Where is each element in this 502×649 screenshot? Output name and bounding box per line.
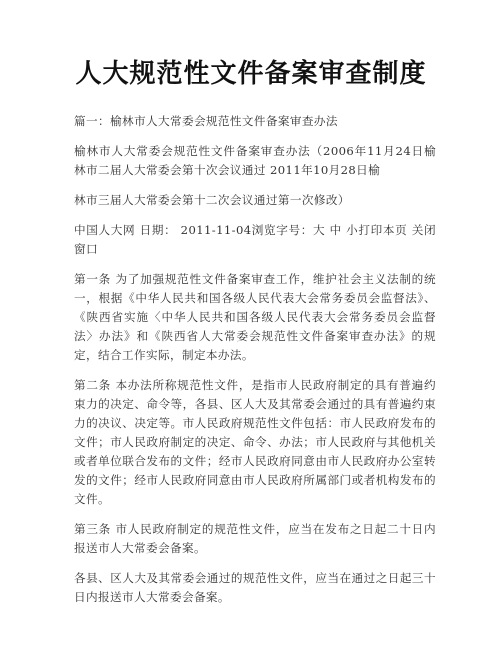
section-heading: 篇一：榆林市人大常委会规范性文件备案审查办法 — [74, 114, 338, 128]
paragraph-article-3: 第三条 市人民政府制定的规范性文件，应当在发布之日起二十日内报送市人大常委会备案。 — [74, 522, 436, 555]
paragraph-revision-info: 林市三届人大常委会第十二次会议通过第一次修改） — [74, 193, 350, 207]
paragraph-article-3-cont: 各县、区人大及其常委会通过的规范性文件，应当在通过之日起三十日内报送市人大常委会备案。 — [74, 571, 436, 604]
paragraph-source-line: 中国人大网 日期： 2011-11-04浏览字号：大 中 小打印本页 关闭窗口 — [74, 223, 436, 256]
paragraph-adoption-info: 榆林市人大常委会规范性文件备案审查办法（2006年11月24日榆林市二届人大常委会第十次会议通过 2011年10月28日榆 — [74, 144, 436, 177]
document-body — [74, 112, 436, 618]
document-title: 人大规范性文件备案审查制度 — [75, 59, 427, 89]
paragraph-article-1: 第一条 为了加强规范性文件备案审查工作，维护社会主义法制的统一，根据《中华人民共和国各级人民代表大会常务委员会监督法》、《陕西省实施〈中华人民共和国各级人民代表大会常务委员会监督法〉办法》和《陕西省人大常委会规范性文件备案审查办法》的规定，结合工作实际，制定本办法。 — [74, 272, 436, 362]
paragraph-article-2: 第二条 本办法所称规范性文件，是指市人民政府制定的具有普遍约束力的决定、命令等，各县、区人大及其常委会通过的具有普遍约束力的决议、决定等。市人民政府规范性文件包括：市人民政府发布的文件；市人民政府制定的决定、命令、办法；市人民政府与其他机关或者单位联合发布的文件；经市人民政府同意由市人民政府办公室转发的文件；经市人民政府同意由市人民政府所属部门或者机构发布的文件。 — [74, 378, 436, 506]
